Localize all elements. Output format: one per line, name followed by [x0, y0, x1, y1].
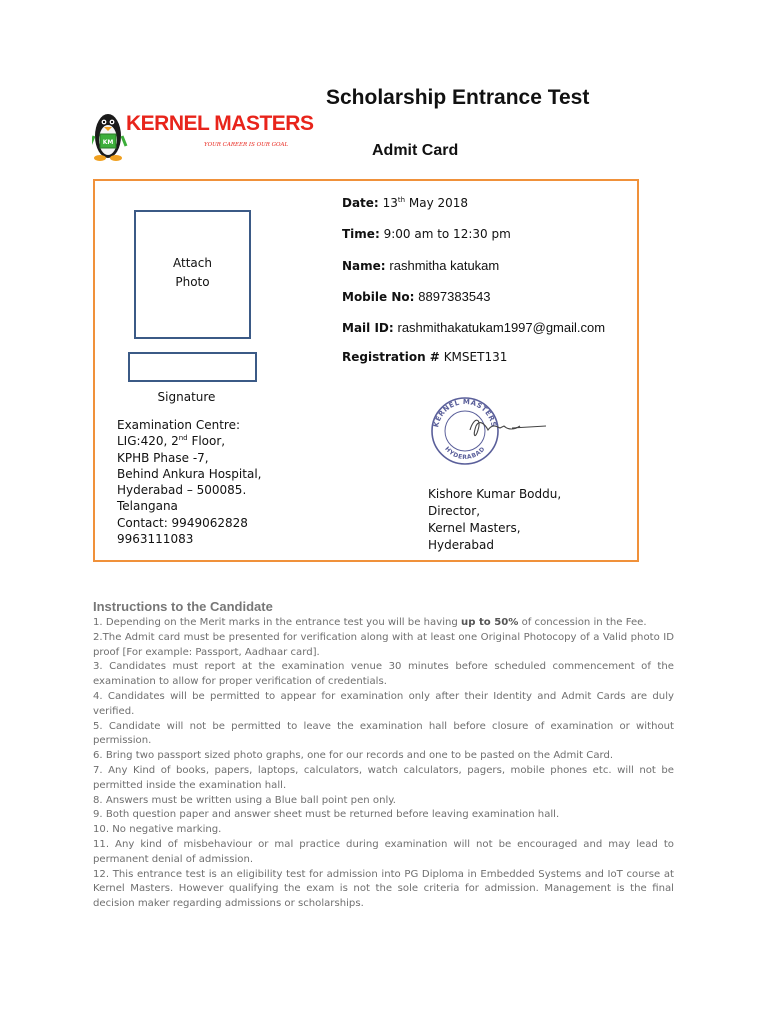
- logo-text: KERNEL MASTERS: [126, 112, 314, 135]
- signature-label: Signature: [157, 390, 216, 404]
- photo-label: Attach Photo: [173, 256, 212, 289]
- instructions-list: [93, 616, 674, 912]
- instruction-item: 8. Answers must be written using a Blue ball point pen only.: [93, 794, 397, 806]
- logo-tagline: YOUR CAREER IS OUR GOAL: [204, 142, 289, 148]
- instruction-item: 1. Depending on the Merit marks in the entrance test you will be having up to 50% of concession in the Fee.: [93, 617, 647, 628]
- candidate-mobile: Mobile No: 8897383543: [342, 289, 491, 304]
- instruction-item: 6. Bring two passport sized photo graphs, one for our records and one to be pasted on the Admit Card.: [93, 750, 614, 762]
- candidate-email: Mail ID: rashmithakatukam1997@gmail.com: [342, 320, 606, 335]
- exam-time: Time: 9:00 am to 12:30 pm: [342, 227, 511, 241]
- instruction-item: 10. No negative marking.: [93, 824, 222, 836]
- svg-text:KM: KM: [102, 139, 114, 146]
- signature-box: [128, 352, 257, 382]
- instructions-heading: Instructions to the Candidate: [93, 599, 273, 614]
- examination-centre: Examination Centre: LIG:420, 2nd Floor, KPHB Phase -7, Behind Ankura Hospital, Hyderabad – 500085. Telangana Contact: 9949062828 9963111083: [117, 418, 262, 547]
- instruction-item: 3. Candidates must report at the examination venue 30 minutes before scheduled commencement of the examination to allow for proper verification of credentials.: [93, 661, 674, 688]
- instruction-item: 9. Both question paper and answer sheet must be returned before leaving examination hall.: [93, 809, 560, 821]
- instruction-item: 11. Any kind of misbehaviour or mal practice during examination will not be encouraged and may lead to permanent denial of admission.: [93, 838, 674, 865]
- instruction-item: 2.The Admit card must be presented for verification along with at least one Original Photocopy of a Valid photo ID proof [For example: Passport, Aadhaar card].: [93, 631, 674, 658]
- director-signature-block: Kishore Kumar Boddu, Director, Kernel Masters, Hyderabad: [428, 487, 562, 552]
- official-seal-stamp: [430, 396, 548, 466]
- svg-text:KERNEL MASTERS: [432, 398, 498, 428]
- seal-bottom-text: HYDERABAD: [443, 445, 487, 462]
- instruction-item: 5. Candidate will not be permitted to leave the examination hall before closure of examination or without permission.: [93, 720, 674, 747]
- seal-top-text: KERNEL MASTERS: [432, 397, 498, 429]
- admit-card-heading: Admit Card: [372, 142, 459, 159]
- svg-text:HYDERABAD: [443, 446, 486, 461]
- instruction-item: 7. Any Kind of books, papers, laptops, calculators, watch calculators, pagers, mobile phones etc. will not be permitted inside the examination hall.: [93, 764, 674, 791]
- instruction-item: 12. This entrance test is an eligibility test for admission into PG Diploma in Embedded Systems and IoT course at Kernel Masters. However qualifying the exam is not the sole criteria for admission. Management is the final decision maker regarding admissions or scholarships.: [93, 868, 674, 910]
- candidate-name: Name: rashmitha katukam: [342, 258, 500, 273]
- instruction-item: 4. Candidates will be permitted to appear for examination only after their Identity and Admit Cards are duly verified.: [93, 690, 674, 717]
- registration-number: Registration # KMSET131: [342, 350, 508, 364]
- page-title: Scholarship Entrance Test: [326, 86, 590, 109]
- exam-date: Date: 13th May 2018: [342, 196, 469, 210]
